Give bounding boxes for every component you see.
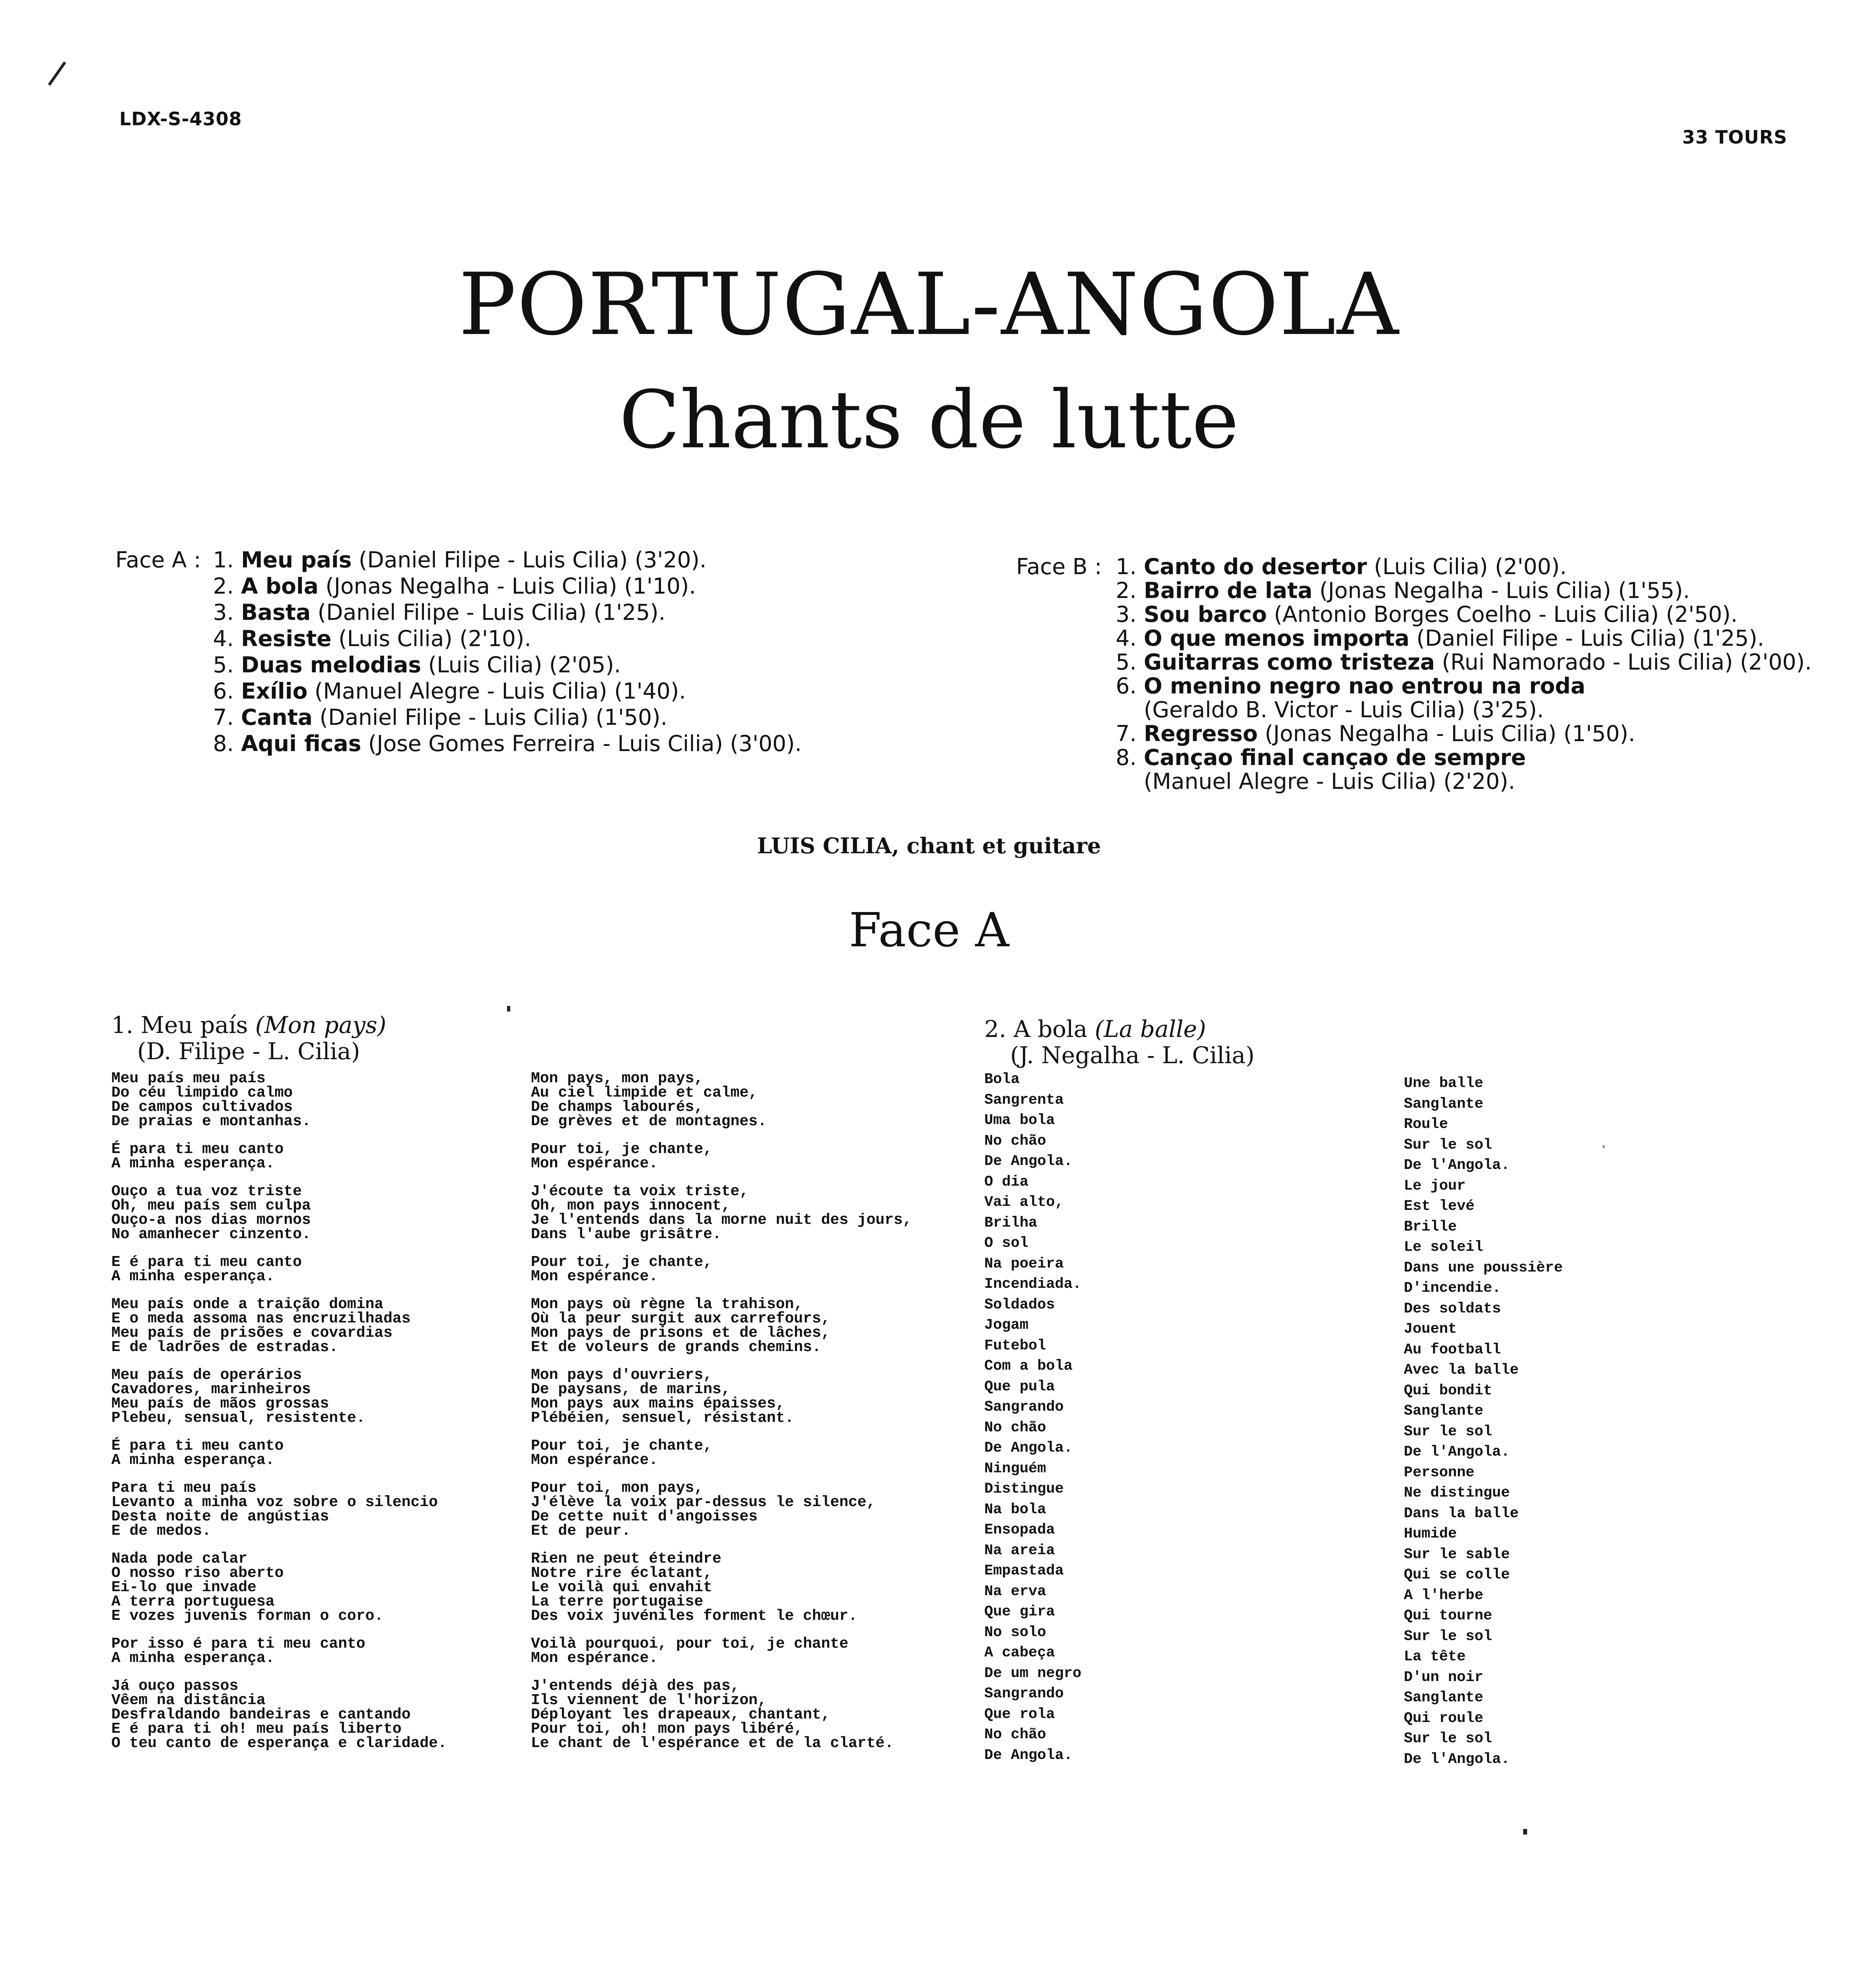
lyric-line: La tête <box>1404 1648 1466 1665</box>
lyric-line: Ne distingue <box>1404 1485 1510 1501</box>
lyric-line: Sanglante <box>1404 1689 1483 1706</box>
lyric-line: A minha esperança. <box>111 1452 275 1469</box>
track-title: Canto do desertor <box>1144 554 1367 579</box>
lyric-line: Pour toi, oh! mon pays libéré, <box>531 1720 803 1738</box>
lyric-line: Meu país de prisões e covardias <box>111 1324 393 1342</box>
lyric-line: Personne <box>1404 1464 1475 1481</box>
song-authors: (J. Negalha - L. Cilia) <box>1010 1042 1255 1069</box>
pen-mark <box>48 61 66 85</box>
track-row <box>115 730 802 757</box>
lyric-line: E de ladrões de estradas. <box>111 1339 338 1356</box>
lyric-line: Do céu limpido calmo <box>111 1084 293 1101</box>
track-credits: (Jonas Negalha - Luis Cilia) (1'55). <box>1319 578 1690 603</box>
track-row <box>1016 626 1812 650</box>
track-title: Exílio <box>241 678 308 704</box>
song-translation-title: (Mon pays) <box>255 1011 387 1039</box>
lyric-line: A cabeça <box>984 1644 1055 1661</box>
track-row <box>1016 722 1812 746</box>
lyric-line: Des voix juvéniles forment le chœur. <box>531 1607 857 1625</box>
lyric-line: Mon espérance. <box>531 1268 658 1285</box>
lyric-line: Jogam <box>984 1317 1029 1334</box>
lyric-line: Na erva <box>984 1583 1046 1600</box>
stanza <box>531 1184 912 1242</box>
lyric-line: A minha esperança. <box>111 1155 275 1172</box>
lyric-line: Mon pays aux mains épaisses, <box>531 1395 785 1412</box>
lyric-line: Ei-lo que invade <box>111 1579 257 1596</box>
lyric-line: E vozes juvenis forman o coro. <box>111 1607 384 1625</box>
track-title: Meu país <box>241 547 352 573</box>
lyric-line: A l'herbe <box>1404 1587 1483 1604</box>
lyric-line: Mon pays de prisons et de lâches, <box>531 1324 830 1342</box>
format-label: 33 TOURS <box>1682 126 1788 148</box>
track-row <box>1016 674 1812 698</box>
lyric-line: Notre rire éclatant, <box>531 1565 713 1582</box>
lyric-line: Cavadores, marinheiros <box>111 1381 311 1398</box>
lyric-line: De l'Angola. <box>1404 1157 1510 1174</box>
track-number: 1. <box>1116 554 1137 579</box>
lyric-line: Levanto a minha voz sobre o silencio <box>111 1494 438 1511</box>
lyric-line: Pour toi, je chante, <box>531 1141 713 1158</box>
lyric-line: De l'Angola. <box>1404 1751 1510 1768</box>
lyric-line: Com a bola <box>984 1358 1073 1375</box>
lyric-line: Au ciel limpide et calme, <box>531 1084 758 1101</box>
track-credits: (Manuel Alegre - Luis Cilia) (1'40). <box>314 678 686 704</box>
track-credits: (Daniel Filipe - Luis Cilia) (1'25). <box>317 600 666 625</box>
track-row <box>115 547 802 573</box>
lyric-line: Pour toi, je chante, <box>531 1437 713 1454</box>
stanza <box>531 1481 912 1538</box>
track-row <box>115 625 802 652</box>
lyric-line: Le jour <box>1404 1177 1466 1194</box>
lyric-line: Jouent <box>1404 1321 1457 1338</box>
lyric-line: O teu canto de esperança e claridade. <box>111 1735 447 1752</box>
lyric-line: Voilà pourquoi, pour toi, je chante <box>531 1635 849 1652</box>
lyric-line: Mon espérance. <box>531 1452 658 1469</box>
lyric-line: Sur le sol <box>1404 1136 1493 1153</box>
lyric-line: E o meda assoma nas encruzilhadas <box>111 1310 411 1327</box>
track-credits: (Manuel Alegre - Luis Cilia) (2'20). <box>1144 769 1515 794</box>
lyric-line: Plébéien, sensuel, résistant. <box>531 1409 794 1427</box>
stanza <box>111 1297 447 1355</box>
lyric-line: Ils viennent de l'horizon, <box>531 1692 767 1709</box>
song-1-translated-lyrics <box>531 1072 912 1764</box>
track-title: A bola <box>241 573 319 599</box>
lyric-line: De praias e montanhas. <box>111 1113 311 1130</box>
lyric-line: Oh, mon pays innocent, <box>531 1197 731 1214</box>
track-credits: (Daniel Filipe - Luis Cilia) (3'20). <box>358 547 707 573</box>
lyric-line: Nada pode calar <box>111 1550 248 1567</box>
track-number: 7. <box>1116 721 1137 746</box>
lyric-line: Incendiada. <box>984 1276 1082 1293</box>
track-number: 1. <box>213 547 234 573</box>
track-number: 6. <box>213 678 234 704</box>
track-row <box>1016 602 1812 626</box>
section-heading: Face A <box>849 903 1009 957</box>
song-title: Meu país <box>140 1011 248 1039</box>
lyric-line: Humide <box>1404 1526 1457 1542</box>
track-title: O menino negro nao entrou na roda <box>1144 673 1586 699</box>
album-title: PORTUGAL-ANGOLA <box>459 254 1399 354</box>
track-title: Duas melodias <box>241 652 422 678</box>
track-number: 2. <box>1116 578 1137 603</box>
face-a-tracklist <box>115 547 802 757</box>
stanza <box>531 1637 912 1666</box>
lyric-line: Le soleil <box>1404 1239 1483 1256</box>
track-row <box>115 652 802 678</box>
lyric-line: Ensopada <box>984 1522 1055 1538</box>
track-title: Bairro de lata <box>1144 578 1313 603</box>
lyric-line: Ouço a tua voz triste <box>111 1183 302 1200</box>
track-number: 8. <box>1116 745 1137 770</box>
song-number: 2. <box>984 1015 1007 1043</box>
track-number: 7. <box>213 705 234 730</box>
performer-credit: LUIS CILIA, chant et guitare <box>757 833 1101 858</box>
lyric-line: Que rola <box>984 1706 1055 1723</box>
lyric-line: Mon pays d'ouvriers, <box>531 1367 713 1384</box>
lyric-line: D'un noir <box>1404 1669 1483 1686</box>
lyric-line: Que gira <box>984 1604 1055 1620</box>
track-number: 5. <box>213 652 234 678</box>
stanza <box>111 1142 447 1171</box>
track-title: Canta <box>241 705 313 730</box>
lyric-line: Brille <box>1404 1218 1457 1235</box>
song-authors: (D. Filipe - L. Cilia) <box>137 1038 360 1065</box>
track-credits: (Luis Cilia) (2'05). <box>428 652 621 678</box>
lyric-line: Na areia <box>984 1542 1055 1559</box>
song-title: A bola <box>1013 1015 1088 1043</box>
lyric-line: Plebeu, sensual, resistente. <box>111 1409 365 1427</box>
lyric-line: Pour toi, je chante, <box>531 1254 713 1271</box>
stanza <box>531 1368 912 1425</box>
lyric-line: De cette nuit d'angoisses <box>531 1508 758 1525</box>
stanza <box>111 1679 447 1751</box>
lyric-line: Est levé <box>1404 1198 1475 1215</box>
track-row <box>1016 746 1812 769</box>
lyric-line: Dans la balle <box>1404 1505 1519 1522</box>
lyric-line: Empastada <box>984 1563 1064 1579</box>
lyric-line: E é para ti meu canto <box>111 1254 302 1271</box>
lyric-line: Bola <box>984 1071 1020 1088</box>
stanza <box>111 1552 447 1623</box>
lyric-line: Desta noite de angústias <box>111 1508 329 1525</box>
scan-speck <box>1523 1829 1527 1835</box>
lyric-line: Pour toi, mon pays, <box>531 1479 704 1497</box>
track-row <box>115 704 802 730</box>
lyric-line: E é para ti oh! meu país liberto <box>111 1720 402 1738</box>
track-credits: (Rui Namorado - Luis Cilia) (2'00). <box>1442 649 1812 675</box>
lyric-line: De Angola. <box>984 1153 1073 1170</box>
lyric-line: Rien ne peut éteindre <box>531 1550 721 1567</box>
lyric-line: Distingue <box>984 1481 1064 1497</box>
lyric-line: De campos cultivados <box>111 1099 293 1116</box>
stanza <box>531 1679 912 1751</box>
lyric-line: Vai alto, <box>984 1194 1064 1211</box>
album-subtitle: Chants de lutte <box>619 374 1239 466</box>
track-number: 4. <box>1116 625 1137 651</box>
lyric-line: De grèves et de montagnes. <box>531 1113 767 1130</box>
track-number: 2. <box>213 573 234 599</box>
face-label: Face A : <box>115 547 201 573</box>
lyric-line: Que pula <box>984 1378 1055 1395</box>
lyric-line: Qui tourne <box>1404 1607 1493 1624</box>
track-row <box>1016 555 1812 579</box>
lyric-line: Qui bondit <box>1404 1382 1493 1399</box>
lyric-line: Futebol <box>984 1337 1046 1354</box>
track-credits: (Antonio Borges Coelho - Luis Cilia) (2'50). <box>1274 602 1738 627</box>
song-number: 1. <box>111 1011 134 1039</box>
lyric-line: A minha esperança. <box>111 1650 275 1667</box>
stanza <box>531 1255 912 1284</box>
lyric-line: O nosso riso aberto <box>111 1565 284 1582</box>
scan-speck <box>507 1006 510 1011</box>
lyric-line: Sangrando <box>984 1399 1064 1415</box>
lyric-line: Le voilà qui envahit <box>531 1579 713 1596</box>
lyric-line: Je l'entends dans la morne nuit des jours, <box>531 1211 912 1229</box>
stanza <box>111 1255 447 1284</box>
lyric-line: No chão <box>984 1726 1046 1743</box>
track-number: 4. <box>213 626 234 651</box>
lyric-line: Sanglante <box>1404 1095 1483 1112</box>
lyric-line: Desfraldando bandeiras e cantando <box>111 1706 411 1723</box>
lyric-line: Mon pays, mon pays, <box>531 1070 704 1087</box>
face-b-tracklist <box>1016 555 1812 793</box>
lyric-line: É para ti meu canto <box>111 1141 284 1158</box>
stanza <box>531 1552 912 1623</box>
lyric-line: J'entends déjà des pas, <box>531 1677 740 1695</box>
lyric-line: Soldados <box>984 1296 1055 1313</box>
lyric-line: Na bola <box>984 1501 1046 1518</box>
track-title: Aqui ficas <box>241 731 361 756</box>
track-credits: (Geraldo B. Victor - Luis Cilia) (3'25). <box>1144 697 1544 722</box>
track-credits: (Luis Cilia) (2'00). <box>1374 554 1567 579</box>
stanza <box>531 1072 912 1129</box>
track-row <box>115 678 802 704</box>
lyric-line: Meu país meu país <box>111 1070 266 1087</box>
track-credits-line <box>1016 769 1812 793</box>
lyric-line: É para ti meu canto <box>111 1437 284 1454</box>
lyric-line: Qui roule <box>1404 1710 1483 1727</box>
lyric-line: Ouço-a nos dias mornos <box>111 1211 311 1229</box>
face-label: Face B : <box>1016 554 1102 579</box>
lyric-line: De champs labourés, <box>531 1099 704 1116</box>
lyric-line: No chão <box>984 1419 1046 1436</box>
track-title: Guitarras como tristeza <box>1144 649 1435 675</box>
track-title: Resiste <box>241 626 332 651</box>
lyric-line: Qui se colle <box>1404 1567 1510 1583</box>
lyric-line: Et de peur. <box>531 1522 631 1540</box>
stanza <box>531 1297 912 1355</box>
lyric-line: Por isso é para ti meu canto <box>111 1635 365 1652</box>
lyric-line: Des soldats <box>1404 1300 1501 1317</box>
lyric-line: Meu país de mãos grossas <box>111 1395 329 1412</box>
track-credits-line <box>1016 698 1812 722</box>
track-title: O que menos importa <box>1144 625 1410 651</box>
catalog-number: LDX-S-4308 <box>119 108 242 130</box>
stanza <box>111 1637 447 1666</box>
stanza <box>111 1072 447 1129</box>
stanza <box>111 1184 447 1242</box>
lyric-line: Ninguém <box>984 1460 1046 1477</box>
track-title: Sou barco <box>1144 602 1267 627</box>
lyric-line: No solo <box>984 1624 1046 1641</box>
lyric-line: Sur le sol <box>1404 1423 1493 1440</box>
lyric-line: A terra portuguesa <box>111 1593 275 1610</box>
track-row <box>115 599 802 625</box>
lyric-line: Sur le sable <box>1404 1546 1510 1563</box>
lyric-line: Sanglante <box>1404 1403 1483 1419</box>
lyric-line: No amanhecer cinzento. <box>111 1226 311 1243</box>
lyric-line: De um negro <box>984 1665 1082 1682</box>
lyric-line: Brilha <box>984 1214 1038 1231</box>
lyric-line: De l'Angola. <box>1404 1444 1510 1460</box>
stanza <box>111 1439 447 1468</box>
lyric-line: Mon espérance. <box>531 1155 658 1172</box>
lyric-line: D'incendie. <box>1404 1280 1501 1297</box>
lyric-line: De Angola. <box>984 1440 1073 1456</box>
song-1-heading <box>111 1012 386 1064</box>
lyric-line: Et de voleurs de grands chemins. <box>531 1339 821 1356</box>
track-credits: (Luis Cilia) (2'10). <box>338 626 531 651</box>
stanza <box>531 1439 912 1468</box>
lyric-line: Sangrenta <box>984 1091 1064 1109</box>
lyric-line: Mon espérance. <box>531 1650 658 1667</box>
lyric-line: Mon pays où règne la trahison, <box>531 1296 803 1313</box>
lyric-line: De Angola. <box>984 1747 1073 1764</box>
lyric-line: No chão <box>984 1132 1046 1149</box>
track-credits: (Jonas Negalha - Luis Cilia) (1'50). <box>1265 721 1635 746</box>
lyric-line: O sol <box>984 1235 1029 1252</box>
track-credits: (Jose Gomes Ferreira - Luis Cilia) (3'00). <box>368 731 802 756</box>
track-credits: (Jonas Negalha - Luis Cilia) (1'10). <box>325 573 696 599</box>
lyric-line: Le chant de l'espérance et de la clarté. <box>531 1735 894 1752</box>
lyric-line: Sur le sol <box>1404 1628 1493 1645</box>
track-number: 3. <box>213 600 234 625</box>
lyric-line: Vêem na distância <box>111 1692 266 1709</box>
track-title: Regresso <box>1144 721 1258 746</box>
lyric-line: Uma bola <box>984 1112 1055 1129</box>
lyric-line: O dia <box>984 1173 1029 1190</box>
lyric-line: Sangrando <box>984 1685 1064 1702</box>
lyric-line: Où la peur surgit aux carrefours, <box>531 1310 830 1327</box>
stanza <box>531 1142 912 1171</box>
song-2-original-lyrics <box>984 1070 1081 1766</box>
track-row <box>1016 579 1812 602</box>
track-number: 5. <box>1116 649 1137 675</box>
lyric-line: Meu país de operários <box>111 1367 302 1384</box>
track-number: 6. <box>1116 673 1137 699</box>
track-number: 8. <box>213 731 234 756</box>
song-2-translated-lyrics <box>1404 1074 1563 1770</box>
lyric-line: Dans l'aube grisâtre. <box>531 1226 721 1243</box>
lyric-line: J'élève la voix par-dessus le silence, <box>531 1494 876 1511</box>
scan-speck <box>1603 1145 1605 1148</box>
lyric-line: La terre portugaise <box>531 1593 704 1610</box>
stanza <box>111 1481 447 1538</box>
lyric-line: Sur le sol <box>1404 1730 1493 1747</box>
lyric-line: E de medos. <box>111 1522 211 1540</box>
lyric-line: De paysans, de marins, <box>531 1381 731 1398</box>
track-title: Basta <box>241 600 311 625</box>
song-1-original-lyrics <box>111 1072 447 1764</box>
lyric-line: Avec la balle <box>1404 1362 1519 1378</box>
lyric-line: Já ouço passos <box>111 1677 239 1695</box>
track-row <box>115 573 802 599</box>
song-2-heading <box>984 1016 1255 1068</box>
song-translation-title: (La balle) <box>1094 1015 1206 1043</box>
track-credits: (Daniel Filipe - Luis Cilia) (1'25). <box>1416 625 1765 651</box>
lyric-line: Roule <box>1404 1116 1448 1133</box>
lyric-line: Meu país onde a traição domina <box>111 1296 384 1313</box>
track-credits: (Daniel Filipe - Luis Cilia) (1'50). <box>319 705 668 730</box>
lyric-line: Déployant les drapeaux, chantant, <box>531 1706 830 1723</box>
lyric-line: Para ti meu país <box>111 1479 257 1497</box>
lyric-line: A minha esperança. <box>111 1268 275 1285</box>
lyric-line: Une balle <box>1404 1075 1483 1092</box>
track-number: 3. <box>1116 602 1137 627</box>
lyric-line: Dans une poussière <box>1404 1259 1563 1276</box>
lyric-line: Oh, meu país sem culpa <box>111 1197 311 1214</box>
lyric-line: Na poeira <box>984 1255 1064 1272</box>
lyric-line: J'écoute ta voix triste, <box>531 1183 749 1200</box>
lyric-line: Au football <box>1404 1341 1501 1358</box>
stanza <box>111 1368 447 1425</box>
track-row <box>1016 650 1812 674</box>
track-title: Cançao final cançao de sempre <box>1144 745 1526 770</box>
